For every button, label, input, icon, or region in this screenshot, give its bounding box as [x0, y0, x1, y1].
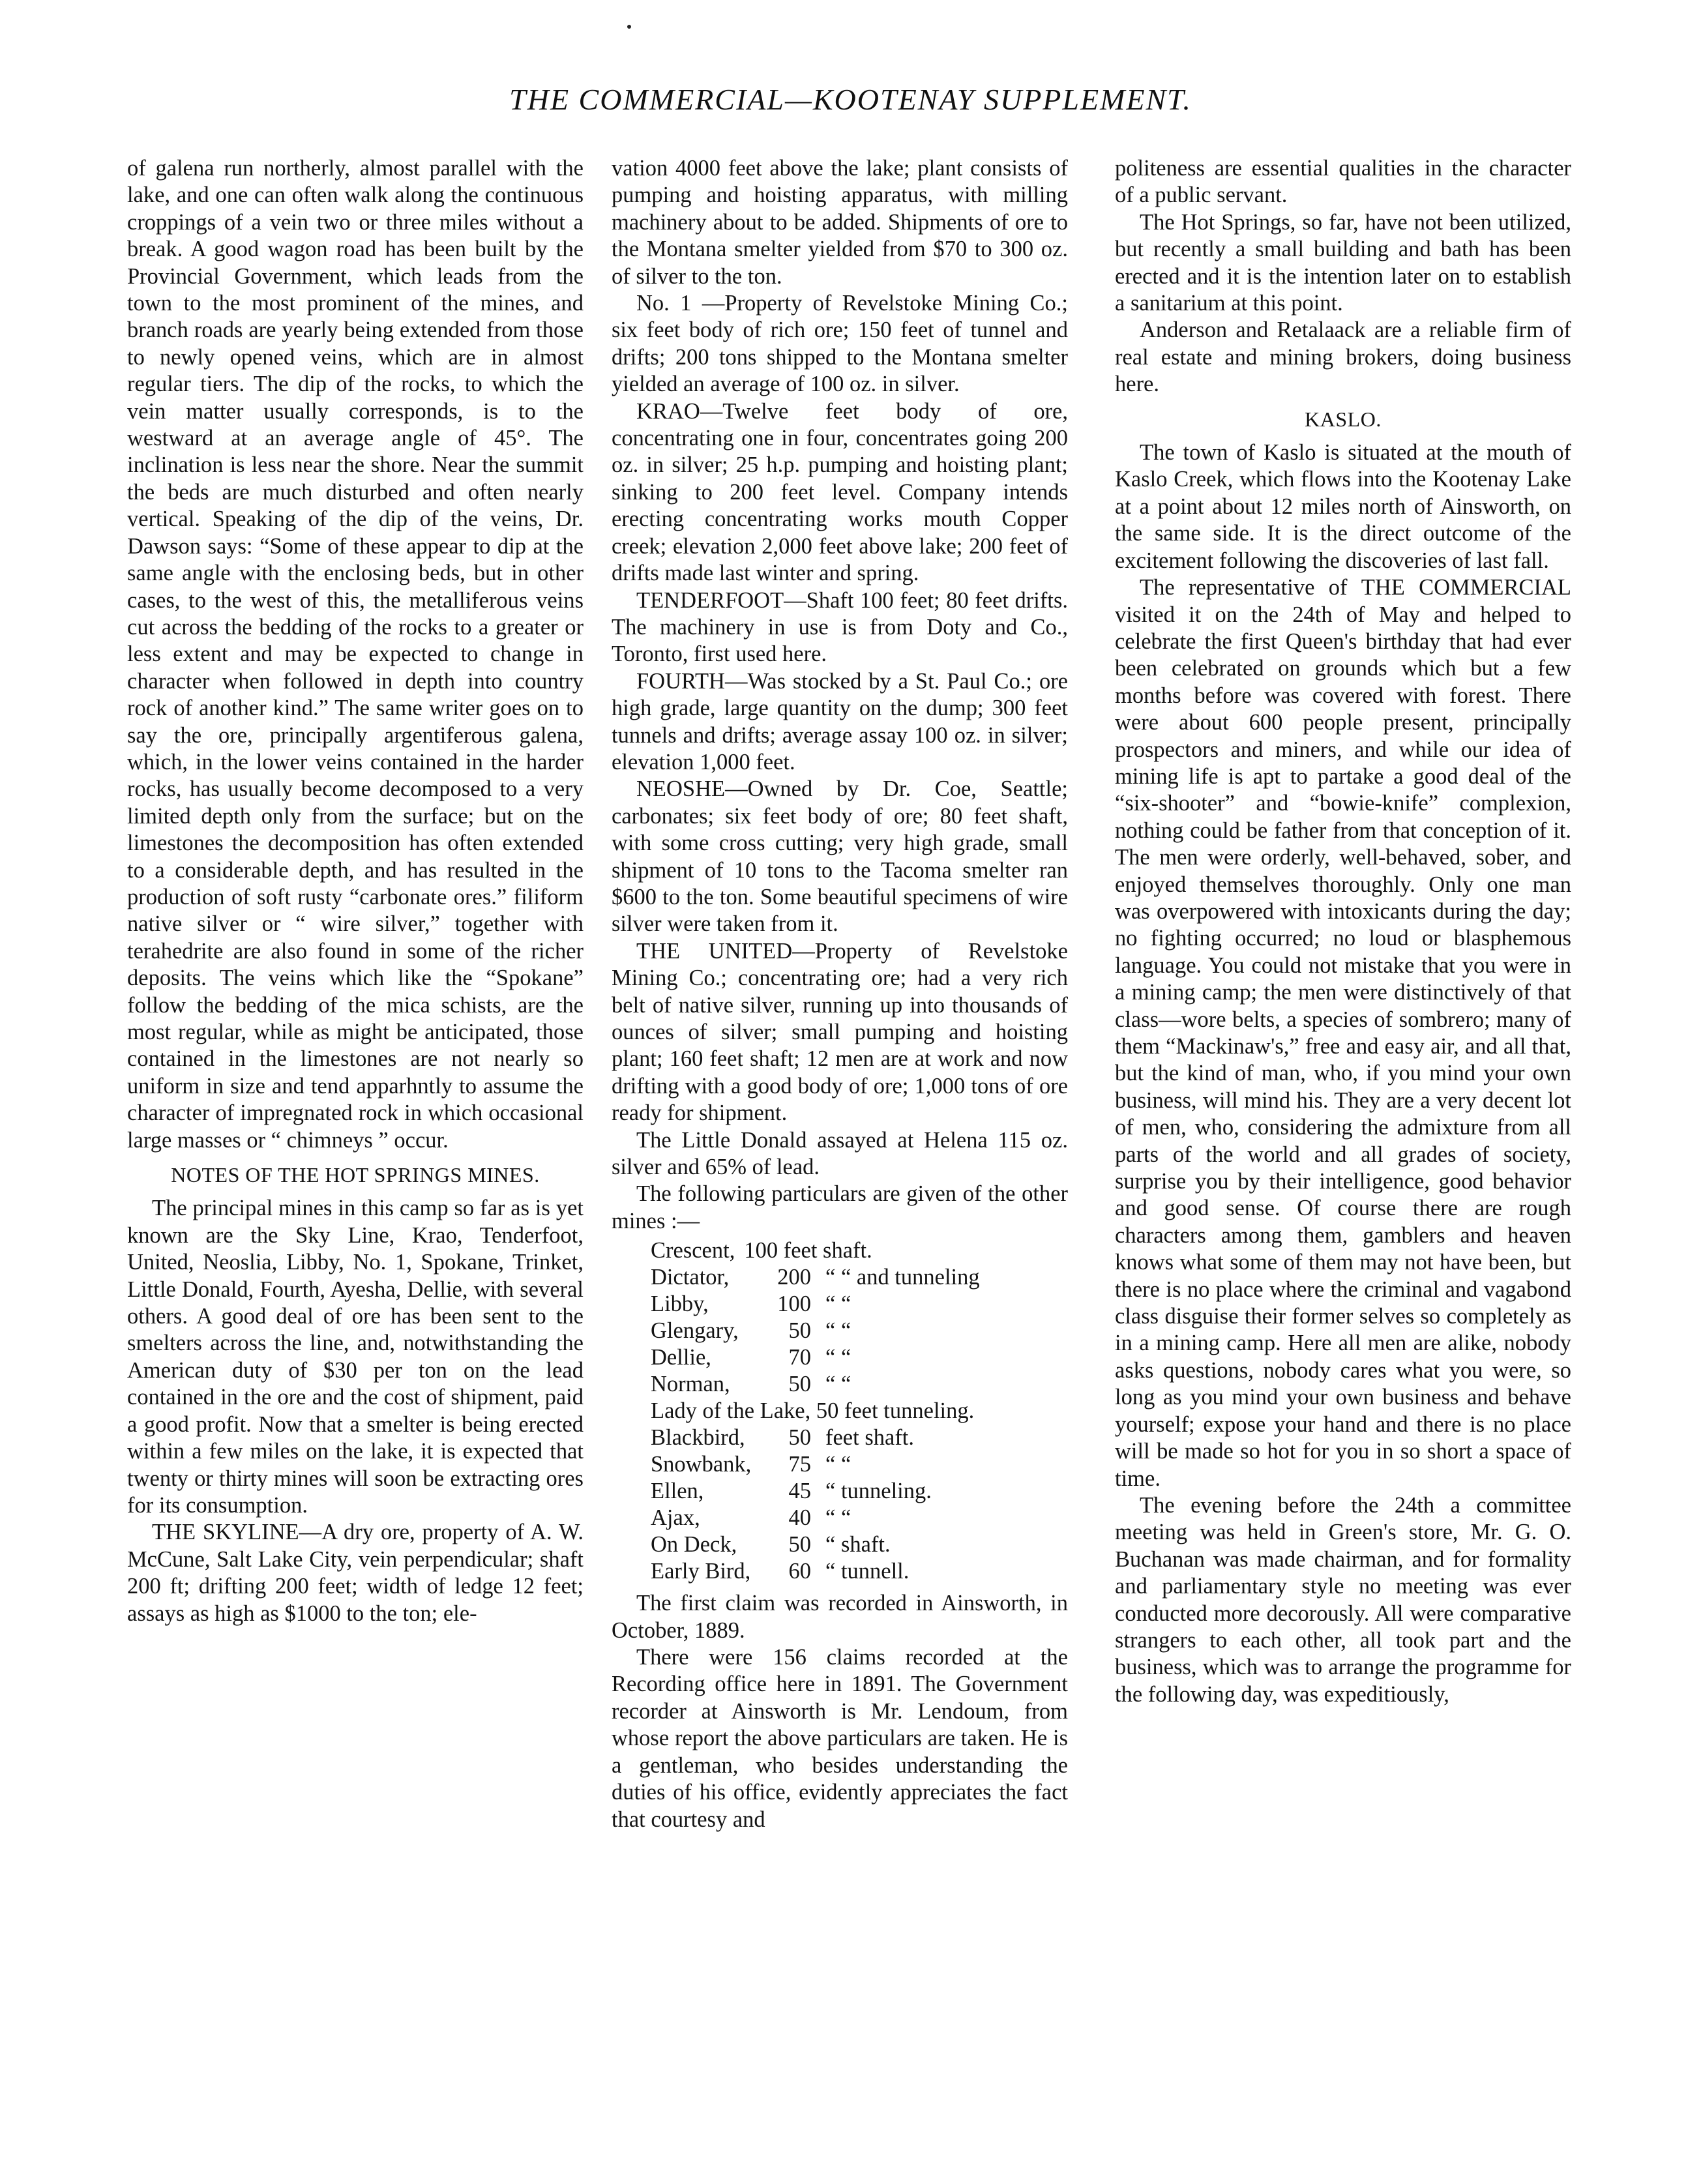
mine-list-quantity: 100: [777, 1291, 811, 1317]
paragraph: [612, 587, 1068, 668]
mine-list-row: [612, 1451, 1068, 1478]
mine-list-quantity: 45: [788, 1479, 811, 1504]
paragraph: of galena run northerly, almost parallel with the lake, and one can often walk along the continuous croppings of a vein two or three miles without a break. A good wagon road has been built by the Provincial Government, which leads from the town to the most prominent of the mines, and branch roads are yearly being extended from those to newly opened veins, which are in almost regular tiers. The dip of the rocks, to which the vein matter usually corresponds, is to the westward at an average angle of 45°. The inclination is less near the shore. Near the summit the beds are much disturbed and often nearly vertical. Speaking of the dip of the veins, Dr. Dawson says: “Some of these appear to dip at the same angle with the enclosing beds, but in other cases, to the west of this, the metalliferous veins cut across the bedding of the rocks to a greater or less extent and may be expected to change in character when followed in depth into country rock of another kind.” The same writer goes on to say the ore, principally argentiferous galena, which, in the lower veins contained in the harder rocks, has usually become decomposed to a very limited depth only from the surface; but on the limestones the decomposition has often extended to a considerable depth, and has resulted in the production of soft rusty “carbonate ores.” filiform native silver or “ wire silver,” together with terahedrite are also found in some of the richer deposits. The veins which like the “Spokane” follow the bedding of the mica schists, are the most regular, while as might be anticipated, those contained in the limestones are not nearly so uniform in size and tend apparhntly to assume the character of impregnated rock in which occasional large masses or “ chimneys ” occur.: [127, 156, 584, 1153]
paragraph: The town of Kaslo is situated at the mouth of Kaslo Creek, which flows into the Kootenay Lake at a point about 12 miles north of Ainsworth, on the same side. It is the direct outcome of the excitement following the discoveries of last fall.: [1115, 440, 1571, 573]
mine-list-quantity: 60: [788, 1559, 811, 1584]
paragraph-text: —A dry ore, property of A. W. McCune, Salt Lake City, vein perpendicular; shaft 200 ft; drifting 200 feet; width of ledge 12 feet; assays as high as $1000 to the ton; ele-: [127, 1520, 584, 1626]
mine-list-quantity: 70: [788, 1345, 811, 1370]
mine-list-name: Early Bird,: [651, 1559, 751, 1584]
mine-list-unit: “ tunnell.: [825, 1559, 910, 1584]
page-header: THE COMMERCIAL—KOOTENAY SUPPLEMENT.: [509, 83, 1192, 116]
paragraph: [612, 668, 1068, 776]
paragraph: [612, 398, 1068, 587]
mine-list-row: [612, 1531, 1068, 1558]
mine-list-quantity: 50: [788, 1372, 811, 1397]
mine-list-row: [612, 1371, 1068, 1398]
mine-list-detail: 100 feet shaft.: [744, 1238, 872, 1263]
mine-list-quantity: 50: [788, 1318, 811, 1344]
paragraph-text: visited it on the 24th of May and helped to celebrate the first Queen's birthday that had ever been celebrated on grounds which but a few months before was covered with forest. There were about 600 people present, principally prospectors and miners, and while our idea of mining life is apt to partake a good deal of the “six-shooter” and “bowie-knife” complexion, nothing could be father from that conception of it. The men were orderly, well-behaved, sober, and enjoyed themselves thoroughly. Only one man was overpowered with intoxicants during the day; no fighting occurred; no loud or blasphemous language. You could not mistake that you were in a mining camp; the men were distinctively of that class—wore belts, a species of sombrero; many of them “Mackinaw's,” free and easy air, and all that, but the kind of man, who, if you mind your own business, will mind his. They are a very decent lot of men, who, considering the admixture from all parts of the world and all grades of society, surprise you by their intelligence, good behavior and good sense. Of course there are rough characters among them, gamblers and heaven knows what some of them may not have been, but there is no place where the criminal and vagabond class disguise their former selves so completely as in a mining camp. Here all men are alike, nobody asks questions, nobody cares what you were, so long as you mind your own business and behave yourself; expose your hand and there is no place will be made so hot for you in so short a space of time.: [1115, 602, 1571, 1491]
mine-list-row: [612, 1424, 1068, 1451]
mine-list-row: [612, 1344, 1068, 1371]
mine-list-row: [612, 1478, 1068, 1505]
paragraph: The Hot Springs, so far, have not been utilized, but recently a small building and bath has been erected and it is the intention later on to establish a sanitarium at this point.: [1115, 209, 1571, 316]
mine-list-name: Norman,: [651, 1372, 730, 1397]
mine-list-name: Ellen,: [651, 1479, 704, 1504]
mine-list-name: On Deck,: [651, 1532, 737, 1557]
paragraph: vation 4000 feet above the lake; plant consists of pumping and hoisting apparatus, with milling machinery about to be added. Shipments of ore to the Montana smelter yielded from $70 to 300 oz. of silver to the ton.: [612, 156, 1068, 289]
mine-list-unit: “ tunneling.: [825, 1479, 932, 1504]
mine-list-row: [612, 1291, 1068, 1318]
mine-name: THE UNITED: [636, 938, 793, 964]
paragraph: The Little Donald assayed at Helena 115 oz. silver and 65% of lead.: [612, 1127, 1068, 1180]
paragraph: [612, 776, 1068, 937]
paragraph: politeness are essential qualities in the character of a public servant.: [1115, 156, 1571, 208]
paragraph: [127, 1519, 584, 1627]
mine-list-unit: “ “: [825, 1452, 851, 1477]
mine-name: THE SKYLINE: [152, 1520, 299, 1545]
mine-list-name: Crescent,: [651, 1238, 735, 1263]
mine-name: KRAO: [636, 398, 700, 424]
mine-list-quantity: 75: [788, 1452, 811, 1477]
section-heading: NOTES OF THE HOT SPRINGS MINES.: [171, 1163, 540, 1187]
mine-name: TENDERFOOT: [636, 587, 784, 613]
paragraph: The principal mines in this camp so far as is yet known are the Sky Line, Krao, Tenderfoot, United, Neoslia, Libby, No. 1, Spokane, Trinket, Little Donald, Fourth, Ayesha, Dellie, with several others. A good deal of ore has been sent to the smelters across the line, and, notwithstanding the American duty of $30 per ton on the lead contained in the ore and the cost of shipment, paid a good profit. Now that a smelter is being erected within a few miles on the lake, it is expected that twenty or thirty mines will soon be extracting ores for its consumption.: [127, 1196, 584, 1518]
paragraph-text: —Shaft 100 feet; 80 feet drifts. The machinery in use is from Doty and Co., Toronto, first used here.: [612, 587, 1068, 667]
mine-list-unit: “ “: [825, 1345, 851, 1370]
mine-list-unit: “ “: [825, 1372, 851, 1397]
paragraph-text: The representative of: [1140, 575, 1361, 600]
paragraph-text: —Twelve feet body of ore, concentrating one in four, concentrates going 200 oz. in silver; 25 h.p. pumping and hoisting plant; sinking to 200 feet level. Company intends erecting concentrating works mouth Copper creek; elevation 2,000 feet above lake; 200 feet of drifts made last winter and spring.: [612, 398, 1068, 586]
mine-list-unit: “ “: [825, 1318, 851, 1344]
mine-list-name: Glengary,: [651, 1318, 739, 1344]
mine-list-row: [612, 1318, 1068, 1344]
mine-name: NEOSHE: [636, 776, 726, 802]
mine-list-name: Libby,: [651, 1291, 709, 1317]
mine-list-unit: “ “: [825, 1291, 851, 1317]
mine-list-name: Dellie,: [651, 1345, 711, 1370]
mine-list-row: [612, 1398, 1068, 1424]
mine-name: FOURTH: [636, 668, 725, 694]
section-heading: KASLO.: [1305, 407, 1382, 431]
column-3: [1115, 155, 1571, 2137]
mine-list-unit: “ shaft.: [825, 1532, 891, 1557]
paragraph: No. 1 —Property of Revelstoke Mining Co.; six feet body of rich ore; 150 feet of tunnel and drifts; 200 tons shipped to the Montana smelter yielded an average of 100 oz. in silver.: [612, 291, 1068, 397]
column-1: [127, 155, 584, 2137]
column-2: [612, 155, 1068, 2137]
paragraph: There were 156 claims recorded at the Recording office here in 1891. The Government recorder at Ainsworth is Mr. Lendoum, from whose report the above particulars are taken. He is a gentleman, who besides understanding the duties of his office, evidently appreciates the fact that courtesy and: [612, 1645, 1068, 1832]
mine-list-name: Lady of the Lake, 50 feet tunneling.: [651, 1398, 975, 1424]
paragraph: The evening before the 24th a committee meeting was held in Green's store, Mr. G. O. Buchanan was made chairman, and for formality and parliamentary style no meeting was ever conducted more decorously. All were comparative strangers to each other, all took part and the business, which was to arrange the programme for the following day, was expeditiously,: [1115, 1492, 1571, 1707]
mine-list-row: [612, 1505, 1068, 1531]
paragraph: Anderson and Retalaack are a reliable firm of real estate and mining brokers, doing business here.: [1115, 317, 1571, 397]
mine-list-row: [612, 1558, 1068, 1585]
mine-list-unit: “ “ and tunneling: [825, 1265, 980, 1290]
paragraph-text: —Owned by Dr. Coe, Seattle; carbonates; six feet body of ore; 80 feet shaft, with some cross cutting; very high grade, small shipment of 10 tons to the Tacoma smelter ran $600 to the ton. Some beautiful specimens of wire silver were taken from it.: [612, 776, 1068, 937]
paragraph-text: —Was stocked by a St. Paul Co.; ore high grade, large quantity on the dump; 300 feet tunnels and drifts; average assay 100 oz. in silver; elevation 1,000 feet.: [612, 668, 1068, 775]
mine-list-quantity: 50: [788, 1532, 811, 1557]
ink-speck: [627, 25, 631, 29]
paragraph: The following particulars are given of the other mines :—: [612, 1181, 1068, 1233]
mine-list-name: Dictator,: [651, 1265, 730, 1290]
paragraph: [612, 938, 1068, 1127]
mine-list-name: Blackbird,: [651, 1425, 745, 1451]
mine-list: [612, 1237, 1068, 1585]
paragraph: The first claim was recorded in Ainsworth, in October, 1889.: [612, 1591, 1068, 1643]
mine-list-unit: feet shaft.: [825, 1425, 915, 1451]
mine-list-row: [612, 1237, 1068, 1264]
mine-list-name: Snowbank,: [651, 1452, 752, 1477]
mine-list-quantity: 200: [777, 1265, 811, 1290]
paragraph-text: —Property of Revelstoke Mining Co.; concentrating ore; had a very rich belt of native silver, running up into thousands of ounces of silver; small pumping and hoisting plant; 160 feet shaft; 12 men are at work and now drifting with a good body of ore; 1,000 tons of ore ready for shipment.: [612, 938, 1068, 1126]
mine-list-quantity: 40: [788, 1505, 811, 1531]
mine-list-quantity: 50: [788, 1425, 811, 1451]
mine-list-row: [612, 1264, 1068, 1291]
paragraph: [1115, 574, 1571, 1492]
mine-list-unit: “ “: [825, 1505, 851, 1531]
mine-list-name: Ajax,: [651, 1505, 700, 1531]
publication-name: THE COMMERCIAL: [1361, 575, 1571, 600]
